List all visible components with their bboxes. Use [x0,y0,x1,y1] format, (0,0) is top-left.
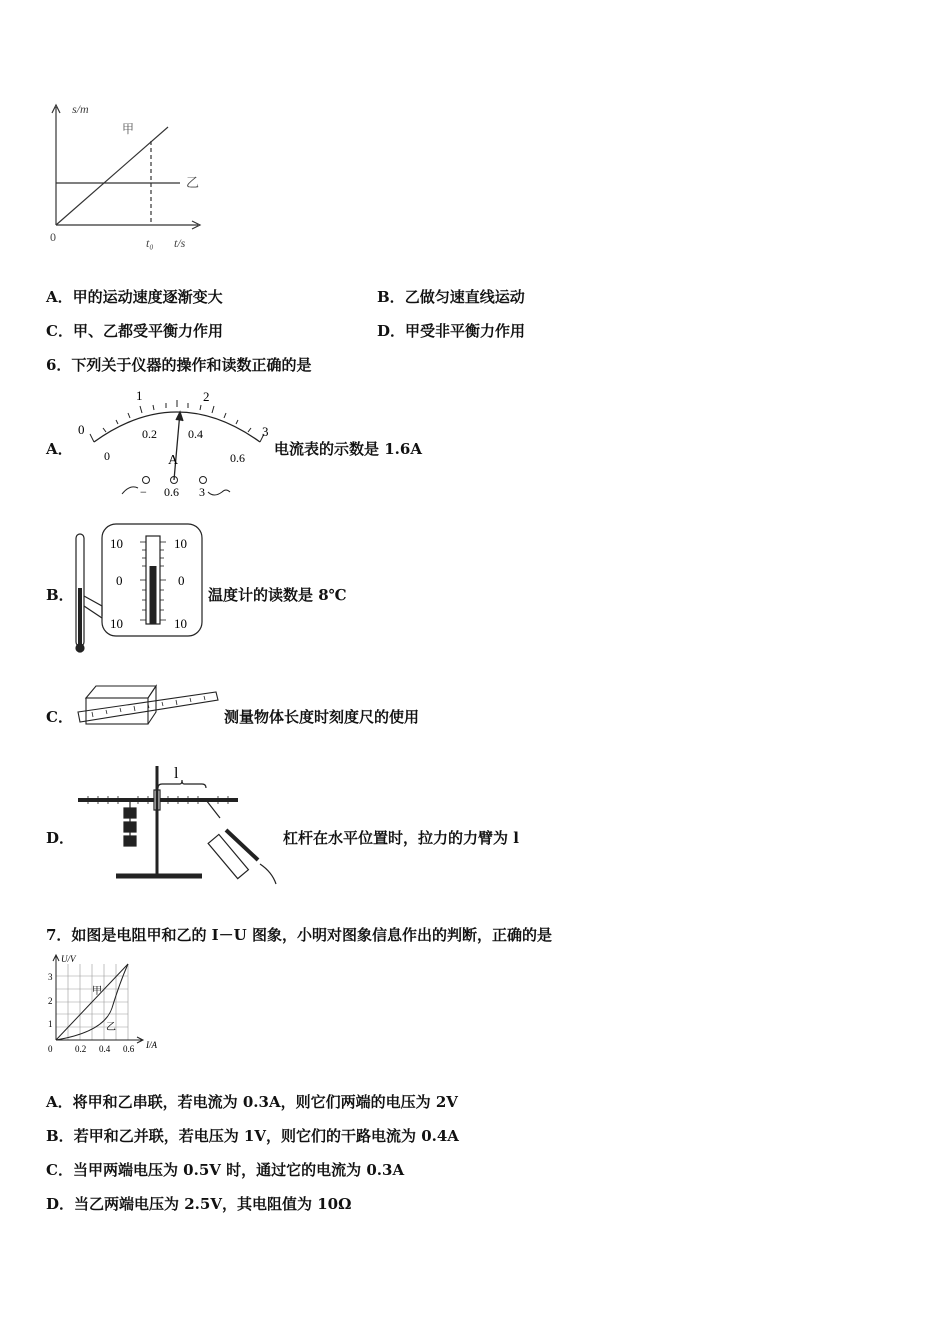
q6-option-b-text: 温度计的读数是 8℃ [208,586,347,604]
q6-option-a-letter[interactable]: A． [46,440,73,458]
option-letter: D． [377,322,406,340]
x-axis-label: I/A [146,1040,157,1050]
t0-label: t₀ [146,236,154,250]
x-axis-label: t/s [174,236,186,250]
q7-option-c[interactable] [46,1159,404,1180]
scale-top-3: 3 [262,424,269,439]
q7-option-d[interactable] [46,1193,351,1214]
option-text: 当乙两端电压为 2.5V，其电阻值为 10Ω [74,1195,352,1213]
scale-bottom-04: 0.4 [188,427,203,441]
option-text: 甲受非平衡力作用 [405,322,526,340]
option-letter: C． [46,322,73,340]
q5-option-d[interactable] [377,320,525,341]
option-letter: C． [46,1161,73,1179]
option-text: 若甲和乙并联，若电压为 1V，则它们的干路电流为 0.4A [73,1127,459,1145]
left-tick-bottom: 10 [110,616,123,631]
left-tick-top: 10 [110,536,123,551]
q6-option-d-text: 杠杆在水平位置时，拉力的力臂为 l [283,829,519,847]
right-tick-zero: 0 [178,573,185,588]
q7-option-b[interactable] [46,1125,459,1146]
right-tick-bottom: 10 [174,616,187,631]
jia-label: 甲 [122,122,135,136]
q6-option-c-text: 测量物体长度时刻度尺的使用 [224,708,420,726]
arm-label: l [174,765,179,782]
right-tick-top: 10 [174,536,187,551]
terminal-3-label: 3 [199,485,205,499]
thermometer-figure [70,518,210,658]
option-letter: B． [377,288,405,306]
y-tick-1: 1 [48,1019,53,1029]
option-letter: A． [46,288,73,306]
q6-option-d-letter[interactable]: D． [46,829,75,847]
q5-option-c[interactable] [46,320,223,341]
q7-option-a[interactable] [46,1091,458,1112]
scale-bottom-06: 0.6 [230,451,245,465]
q5-st-graph [40,95,220,255]
x-tick-0: 0 [48,1044,53,1054]
option-text: 甲的运动速度逐渐变大 [72,288,223,306]
jia-label: 甲 [92,986,102,997]
terminal-neg-label: − [140,485,147,499]
x-tick-06: 0.6 [123,1044,135,1054]
scale-bottom-0: 0 [104,449,110,463]
q7-stem: 7．如图是电阻甲和乙的 I－U 图象，小明对图象信息作出的判断，正确的是 [46,926,552,944]
left-tick-zero: 0 [116,573,123,588]
x-tick-04: 0.4 [99,1044,111,1054]
q6-stem: 6．下列关于仪器的操作和读数正确的是 [46,356,312,374]
y-axis-label: U/V [61,954,76,964]
terminal-3 [200,477,207,484]
yi-label: 乙 [186,175,200,190]
ammeter-needle [174,412,180,480]
scale-top-2: 2 [203,389,210,404]
q6-option-c-letter[interactable]: C． [46,708,73,726]
y-tick-3: 3 [48,972,53,982]
y-tick-2: 2 [48,996,53,1006]
x-tick-02: 0.2 [75,1044,87,1054]
option-letter: B． [46,1127,74,1145]
terminal-06-label: 0.6 [164,485,179,499]
scale-bottom-02: 0.2 [142,427,157,441]
q5-option-a[interactable] [46,286,223,307]
q5-option-b[interactable] [377,286,525,307]
option-text: 当甲两端电压为 0.5V 时，通过它的电流为 0.3A [72,1161,405,1179]
terminal-neg [143,477,150,484]
option-letter: D． [46,1195,75,1213]
ammeter-figure [72,384,272,504]
yi-label: 乙 [106,1022,116,1033]
q6-option-a-text: 电流表的示数是 1.6A [274,440,422,458]
lever-figure [74,760,284,886]
scale-top-1: 1 [136,388,143,403]
option-text: 乙做匀速直线运动 [404,288,525,306]
option-letter: A． [46,1093,73,1111]
unit-label: A [168,453,179,468]
q6-option-b-letter[interactable]: B． [46,586,74,604]
y-axis-label: s/m [72,102,89,116]
option-text: 甲、乙都受平衡力作用 [72,322,223,340]
option-text: 将甲和乙串联，若电流为 0.3A，则它们两端的电压为 2V [72,1093,458,1111]
origin-label: 0 [50,230,56,244]
ruler-figure [72,678,222,734]
q7-iu-graph [44,952,168,1058]
scale-top-0: 0 [78,422,85,437]
